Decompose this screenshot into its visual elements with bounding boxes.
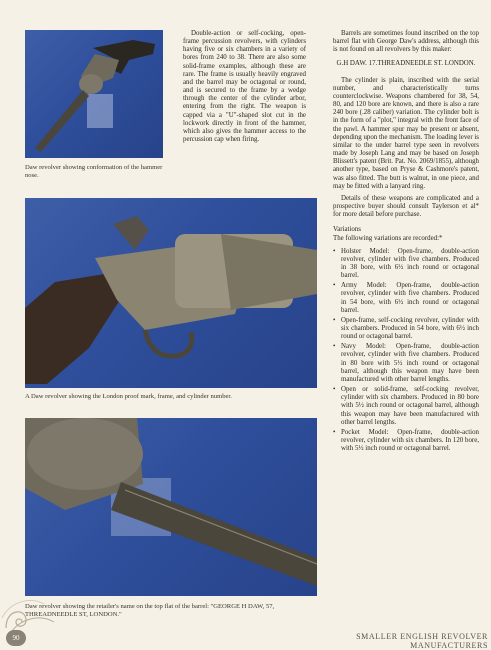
photo-revolver-proof-mark [25, 198, 317, 388]
photo1-caption: Daw revolver showing conformation of the hammer nose. [25, 164, 163, 179]
revolver-cylinder [27, 418, 143, 490]
revolver-barrel [35, 90, 89, 152]
variations-intro: The following variations are recorded:* [333, 235, 443, 243]
variation-item: • Open-frame, self-cocking revolver, cylinder with six chambers. Produced in 54 bore, with 6½ inch round or octagonal barrel. [333, 317, 479, 341]
revolver-grip [25, 272, 125, 384]
trigger-guard [145, 330, 192, 356]
variation-item: • Holster Model: Open-frame, double-action revolver, cylinder with five chambers. Produced in 38 bore, with 6½ inch round or octagonal barrel. [333, 248, 479, 281]
variation-item: • Navy Model: Open-frame, double-action revolver, cylinder with five chambers. Produced in 80 bore with 5½ inch round or octagonal barrel, although this weapon may have been manufactured with other barrel lengths. [333, 343, 479, 384]
photo2-caption: A Daw revolver showing the London proof mark, frame, and cylinder number. [25, 393, 232, 400]
intro-paragraph: Double-action or self-cocking, open-frame percussion revolvers, with cylinders having five or six chambers in a variety of bores from 240 to 38. There are also some solid-frame examples, although these are rare. The frame is usually heavily engraved and the barrel may be octagonal or round, and is secured to the frame by a wedge through the center of the cylinder arbor, entering from the right. The weapon is capped via a "U"-shaped slot cut in the lockwork directly in front of the hammer, which also gives the hammer access to the percussion cap when firing. [183, 30, 306, 144]
variations-heading: Variations [333, 226, 361, 234]
address-intro-paragraph: Barrels are sometimes found inscribed on the top barrel flat with George Daw's address, although this is not found on all revolvers by this maker: [333, 30, 479, 54]
barrel-address-inscription: G.H DAW. 17.THREADNEEDLE ST. LONDON. [336, 60, 476, 68]
variation-item: • Open or solid-frame, self-cocking revolver, cylinder with six chambers. Produced in 80 bore with 5½ inch round or octagonal barrel, although this weapon may have been manufactured with other barrel lengths. [333, 386, 479, 427]
intro-column [183, 30, 306, 148]
variation-item: • Pocket Model: Open-frame, double-action revolver, cylinder with six chambers. In 120 bore, with 5½ inch round or octagonal barrel. [333, 429, 479, 453]
cylinder-paragraph: The cylinder is plain, inscribed with the serial number, and characteristically turns counterclockwise. Weapons chambered for 38, 54, 80, and 120 bore are known, and there is also a rare 240 bore (.28 caliber) variation. The cylinder bolt is in the form of a "plot," integral with the front face of the pawl. A hammer spur may be present or absent, depending upon the mechanism. The loading lever is similar to the under barrel type seen in revolvers made by Joseph Lang and may be based on Joseph Blissett's patent (Brit. Pat. No. 2069/1855), although another type, based on Pryse & Cashmore's patent, was also fitted. The butt is walnut, in one piece, and may be fitted with a lanyard ring. [333, 76, 479, 190]
page-number: 90 [6, 630, 26, 646]
revolver-hammer [113, 216, 149, 250]
running-footer-title: SMALLER ENGLISH REVOLVER MANUFACTURERS [356, 632, 488, 650]
scroll-ornament-icon [0, 578, 60, 638]
acrylic-stand [87, 94, 113, 128]
photo-revolver-hammer-nose [25, 30, 163, 158]
variation-item: • Army Model: Open-frame, double-action revolver, cylinder with five chambers. Produced in 54 bore, with 6½ inch round or octagonal barrel. [333, 282, 479, 315]
details-column [333, 30, 479, 455]
buyer-advice-paragraph: Details of these weapons are complicated and a prospective buyer should consult Taylerson et al* for more detail before purchase. [333, 194, 479, 219]
variations-list [333, 248, 479, 454]
photo3-caption: Daw revolver showing the retailer's name on the top flat of the barrel: "GEORGE H DAW, 57, THREADNEEDLE ST, LONDON." [25, 603, 275, 618]
revolver-barrel [221, 234, 317, 310]
photo-revolver-barrel-inscription [25, 418, 317, 596]
